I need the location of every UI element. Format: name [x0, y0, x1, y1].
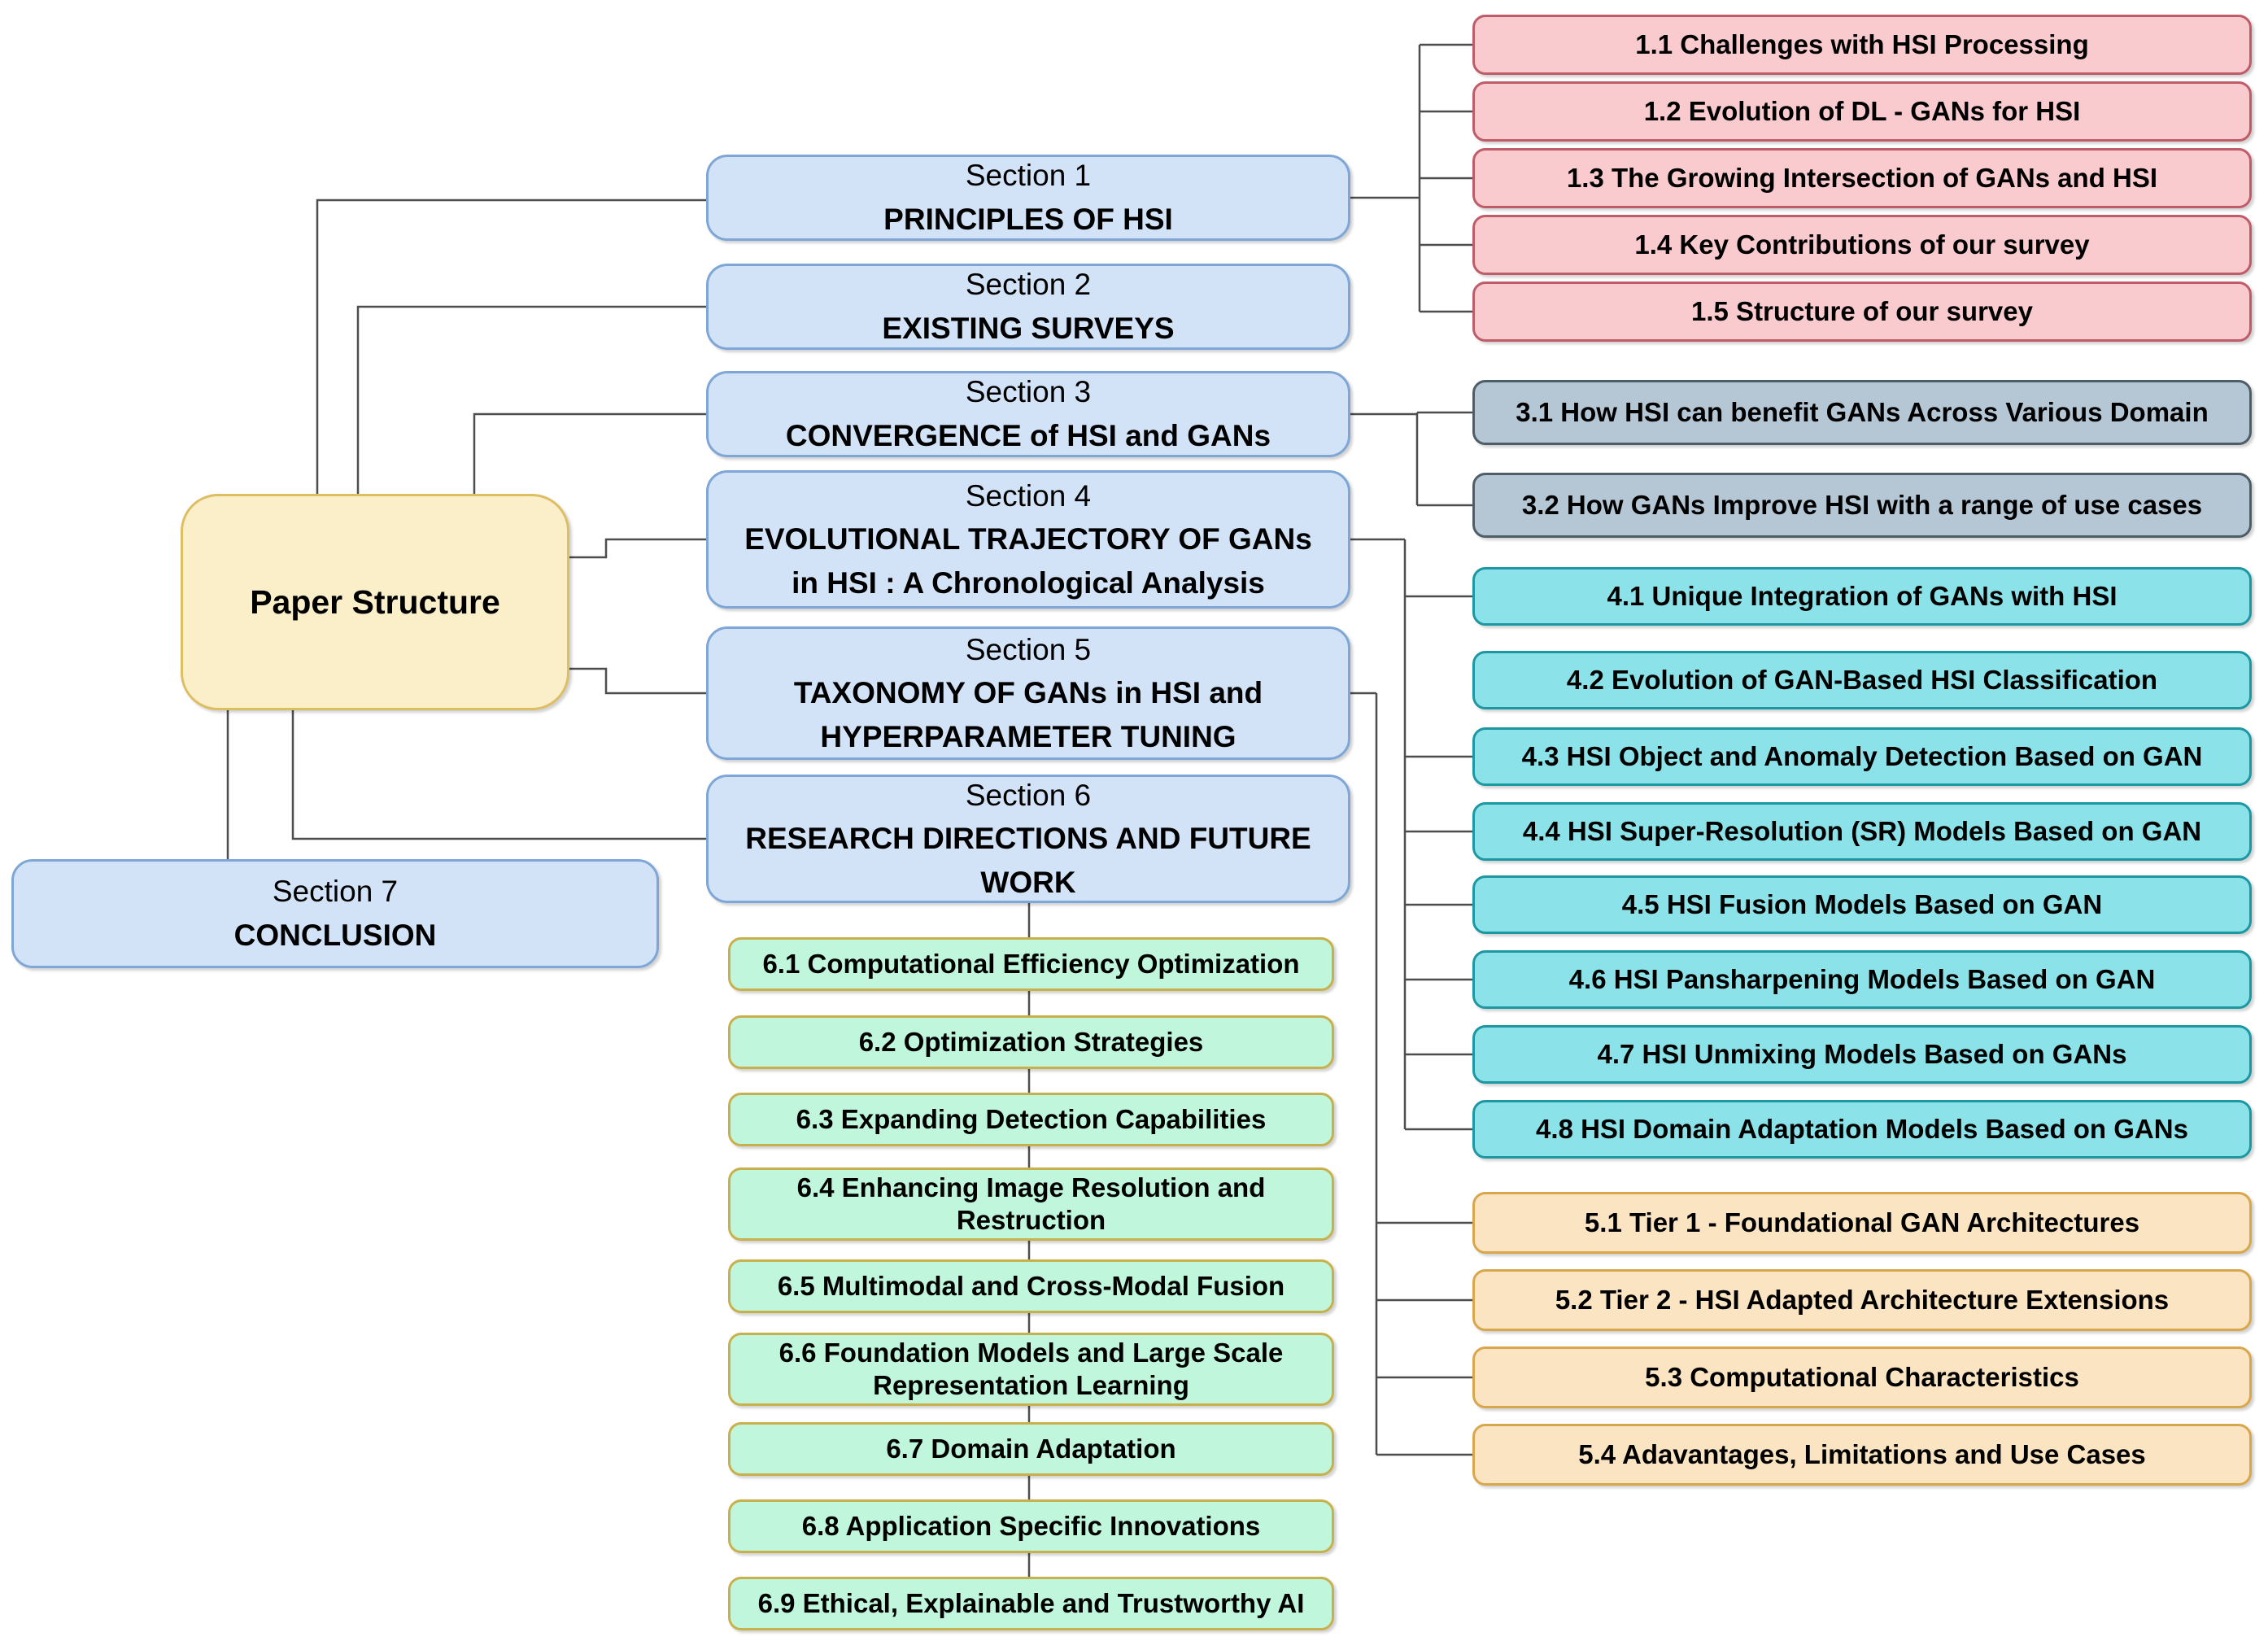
- subsection-1-5-node: 1.5 Structure of our survey: [1472, 282, 2252, 342]
- section-3-title: CONVERGENCE of HSI and GANs: [785, 419, 1271, 452]
- section-2-title: EXISTING SURVEYS: [882, 312, 1175, 345]
- connector-section5-subsections: [1350, 693, 1472, 1455]
- section-5-title: TAXONOMY OF GANs in HSI and HYPERPARAMETER TUNING: [793, 676, 1263, 753]
- subsection-5-1-node: 5.1 Tier 1 - Foundational GAN Architectures: [1472, 1192, 2252, 1254]
- subsection-6-6-node: 6.6 Foundation Models and Large Scale Representation Learning: [728, 1333, 1334, 1406]
- subsection-3-2-node: 3.2 How GANs Improve HSI with a range of use cases: [1472, 473, 2252, 538]
- section-2-node: [706, 264, 1350, 350]
- subsection-5-2-node: 5.2 Tier 2 - HSI Adapted Architecture Extensions: [1472, 1269, 2252, 1331]
- section-2-number: Section 2: [965, 268, 1092, 302]
- connector-section4-subsections: [1350, 539, 1472, 1129]
- section-4-title: EVOLUTIONAL TRAJECTORY OF GANs in HSI : A Chronological Analysis: [744, 522, 1312, 600]
- subsection-6-1-node: 6.1 Computational Efficiency Optimization: [728, 937, 1334, 991]
- subsection-1-2-node: 1.2 Evolution of DL - GANs for HSI: [1472, 81, 2252, 142]
- section-4-number: Section 4: [965, 478, 1092, 513]
- subsection-5-3-node: 5.3 Computational Characteristics: [1472, 1346, 2252, 1408]
- connector-section1-subsections: [1350, 45, 1472, 312]
- subsection-4-3-node: 4.3 HSI Object and Anomaly Detection Based on GAN: [1472, 727, 2252, 786]
- subsection-6-3-node: 6.3 Expanding Detection Capabilities: [728, 1093, 1334, 1146]
- subsection-1-1-node: 1.1 Challenges with HSI Processing: [1472, 15, 2252, 75]
- section-3-node: [706, 371, 1350, 457]
- subsection-6-8-node: 6.8 Application Specific Innovations: [728, 1499, 1334, 1553]
- subsection-4-8-node: 4.8 HSI Domain Adaptation Models Based on GANs: [1472, 1100, 2252, 1159]
- section-1-number: Section 1: [965, 159, 1092, 193]
- section-6-node: [706, 775, 1350, 903]
- subsection-6-9-node: 6.9 Ethical, Explainable and Trustworthy AI: [728, 1577, 1334, 1630]
- section-7-number: Section 7: [272, 875, 399, 909]
- section-5-number: Section 5: [965, 632, 1092, 666]
- section-7-title: CONCLUSION: [233, 919, 437, 952]
- subsection-4-4-node: 4.4 HSI Super-Resolution (SR) Models Based on GAN: [1472, 802, 2252, 861]
- subsection-4-6-node: 4.6 HSI Pansharpening Models Based on GAN: [1472, 950, 2252, 1009]
- paper-structure-label: Paper Structure: [250, 583, 500, 621]
- subsection-3-1-node: 3.1 How HSI can benefit GANs Across Various Domain: [1472, 380, 2252, 445]
- section-6-number: Section 6: [965, 778, 1092, 812]
- subsection-4-5-node: 4.5 HSI Fusion Models Based on GAN: [1472, 875, 2252, 934]
- subsection-6-5-node: 6.5 Multimodal and Cross-Modal Fusion: [728, 1259, 1334, 1313]
- section-3-number: Section 3: [965, 375, 1092, 409]
- section-4-node: [706, 470, 1350, 609]
- paper-structure-node: [181, 494, 569, 710]
- subsection-6-2-node: 6.2 Optimization Strategies: [728, 1015, 1334, 1069]
- subsection-4-7-node: 4.7 HSI Unmixing Models Based on GANs: [1472, 1025, 2252, 1084]
- subsection-4-1-node: 4.1 Unique Integration of GANs with HSI: [1472, 567, 2252, 626]
- subsection-6-4-node: 6.4 Enhancing Image Resolution and Restruction: [728, 1167, 1334, 1241]
- section-7-node: [11, 859, 659, 968]
- subsection-4-2-node: 4.2 Evolution of GAN-Based HSI Classification: [1472, 651, 2252, 709]
- subsection-1-4-node: 1.4 Key Contributions of our survey: [1472, 215, 2252, 275]
- connector-section3-subsections: [1350, 412, 1472, 505]
- section-1-title: PRINCIPLES OF HSI: [883, 203, 1173, 236]
- section-5-node: [706, 626, 1350, 760]
- section-6-title: RESEARCH DIRECTIONS AND FUTURE WORK: [745, 822, 1311, 899]
- subsection-6-7-node: 6.7 Domain Adaptation: [728, 1422, 1334, 1476]
- subsection-1-3-node: 1.3 The Growing Intersection of GANs and HSI: [1472, 148, 2252, 208]
- section-1-node: [706, 155, 1350, 241]
- subsection-5-4-node: 5.4 Adavantages, Limitations and Use Cases: [1472, 1424, 2252, 1486]
